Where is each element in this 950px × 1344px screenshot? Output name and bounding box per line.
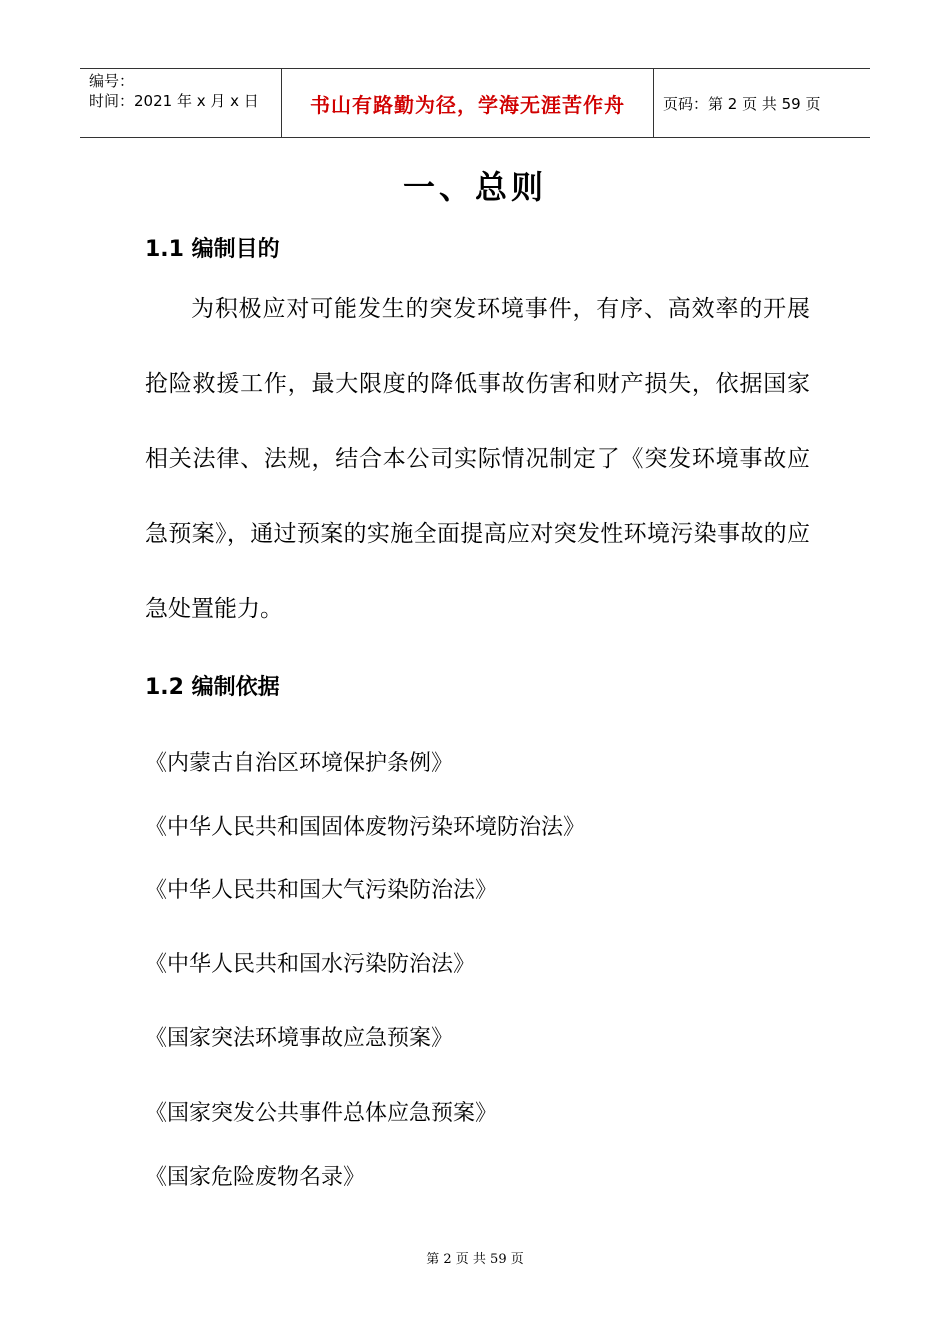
header-date: 时间：2021 年 x 月 x 日 <box>89 92 259 110</box>
page-footer: 第 2 页 共 59 页 <box>426 1252 524 1267</box>
purpose-paragraph: 为积极应对可能发生的突发环境事件，有序、高效率的开展抢险救援工作，最大限度的降低事故伤害和财产损失，依据国家相关法律、法规，结合本公司实际情况制定了《突发环境事故应急预案》，通过预案的实施全面提高应对突发性环境污染事故的应急处置能力。 <box>145 296 810 622</box>
header-meta <box>80 69 282 137</box>
section-heading-basis: 1.2 编制依据 <box>145 675 280 700</box>
header-number: 编号： <box>89 72 135 90</box>
law-item: 《国家突法环境事故应急预案》 <box>145 1026 454 1051</box>
law-item: 《国家危险废物名录》 <box>145 1165 366 1190</box>
law-item: 《中华人民共和国大气污染防治法》 <box>145 878 498 903</box>
document-header <box>80 68 870 138</box>
chapter-title: 一、总则 <box>402 168 547 206</box>
law-item: 《中华人民共和国固体废物污染环境防治法》 <box>145 815 586 840</box>
law-item: 《中华人民共和国水污染防治法》 <box>145 952 476 977</box>
law-item: 《内蒙古自治区环境保护条例》 <box>145 751 454 776</box>
header-page-info: 页码：第 2 页 共 59 页 <box>663 94 821 113</box>
section-heading-purpose: 1.1 编制目的 <box>145 237 280 262</box>
law-item: 《国家突发公共事件总体应急预案》 <box>145 1101 498 1126</box>
header-motto: 书山有路勤为径，学海无涯苦作舟 <box>282 69 654 137</box>
